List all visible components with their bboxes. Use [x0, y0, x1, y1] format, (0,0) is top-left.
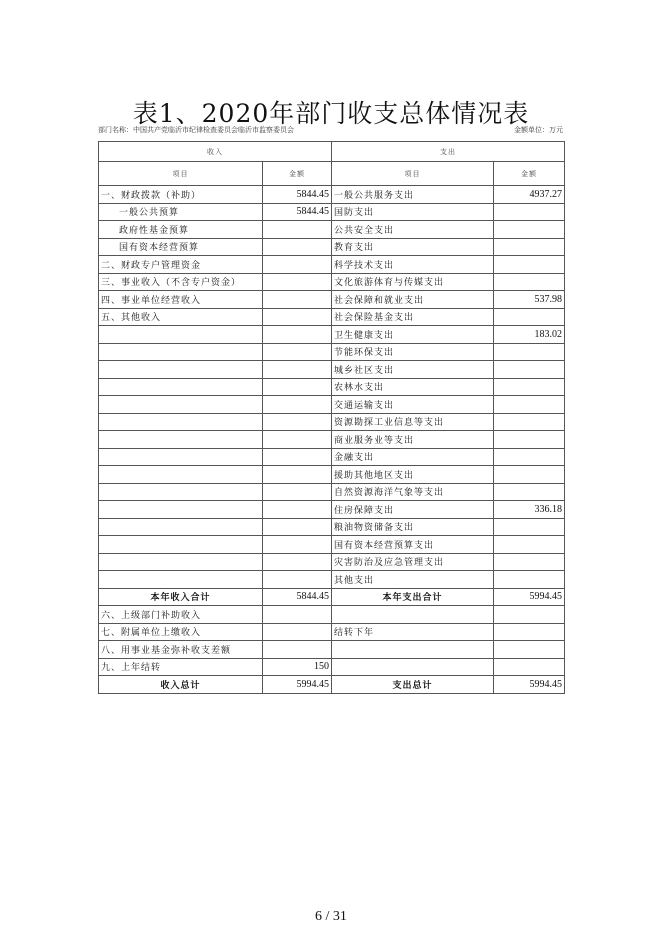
- expense-item-cell: [332, 658, 494, 676]
- income-amount-cell: [263, 536, 332, 554]
- income-amount-cell: [263, 448, 332, 466]
- income-item-cell: 一、财政拨款（补助）: [99, 186, 263, 204]
- table-row: [99, 448, 565, 466]
- income-item-cell: [99, 413, 263, 431]
- income-amount-cell: [263, 221, 332, 239]
- income-amount-cell: [263, 501, 332, 519]
- expense-amount-cell: 5994.45: [494, 676, 565, 694]
- expense-amount-cell: [494, 518, 565, 536]
- income-item-cell: 国有资本经营预算: [99, 238, 263, 256]
- income-amount-cell: [263, 361, 332, 379]
- expense-amount-cell: [494, 623, 565, 641]
- expense-amount-cell: [494, 641, 565, 659]
- income-amount-cell: [263, 378, 332, 396]
- table-row: [99, 273, 565, 291]
- table-row: [99, 606, 565, 624]
- expense-amount-cell: [494, 553, 565, 571]
- table-row: [99, 413, 565, 431]
- income-amount-cell: 5844.45: [263, 588, 332, 606]
- income-item-cell: [99, 466, 263, 484]
- expense-amount-cell: [494, 396, 565, 414]
- expense-amount-cell: [494, 238, 565, 256]
- income-amount-cell: 5844.45: [263, 186, 332, 204]
- table-row: [99, 483, 565, 501]
- expense-amount-cell: [494, 431, 565, 449]
- table-row: [99, 221, 565, 239]
- income-amount-cell: [263, 466, 332, 484]
- expense-item-cell: 支出总计: [332, 676, 494, 694]
- expense-item-cell: 粮油物资储备支出: [332, 518, 494, 536]
- income-amount-cell: 5844.45: [263, 203, 332, 221]
- expense-amount-cell: [494, 221, 565, 239]
- expense-item-header: 项目: [332, 162, 494, 186]
- income-amount-header: 金额: [263, 162, 332, 186]
- expense-item-cell: 灾害防治及应急管理支出: [332, 553, 494, 571]
- table-row: [99, 658, 565, 676]
- expense-item-cell: 住房保障支出: [332, 501, 494, 519]
- income-item-cell: 四、事业单位经营收入: [99, 291, 263, 309]
- table-row: [99, 536, 565, 554]
- income-item-cell: 一般公共预算: [99, 203, 263, 221]
- expense-amount-cell: [494, 536, 565, 554]
- expense-amount-cell: [494, 466, 565, 484]
- expense-item-cell: 商业服务业等支出: [332, 431, 494, 449]
- table-row: [99, 431, 565, 449]
- table-row: [99, 203, 565, 221]
- page-number: 6 / 31: [315, 909, 347, 924]
- table-row: [99, 256, 565, 274]
- income-amount-cell: [263, 238, 332, 256]
- income-item-cell: 九、上年结转: [99, 658, 263, 676]
- expense-item-cell: 一般公共服务支出: [332, 186, 494, 204]
- table-row: [99, 378, 565, 396]
- expense-amount-cell: [494, 378, 565, 396]
- income-amount-cell: [263, 483, 332, 501]
- income-item-cell: 八、用事业基金弥补收支差额: [99, 641, 263, 659]
- table-row: [99, 396, 565, 414]
- budget-table: [98, 141, 565, 694]
- income-item-cell: 五、其他收入: [99, 308, 263, 326]
- table-row: [99, 641, 565, 659]
- income-amount-cell: [263, 343, 332, 361]
- expense-amount-cell: [494, 571, 565, 589]
- header-row-2: [99, 162, 565, 186]
- table-row: [99, 343, 565, 361]
- table-row: [99, 326, 565, 344]
- expense-amount-cell: [494, 203, 565, 221]
- income-item-cell: [99, 448, 263, 466]
- income-item-cell: 二、财政专户管理资金: [99, 256, 263, 274]
- table-row: [99, 238, 565, 256]
- income-item-cell: [99, 343, 263, 361]
- income-item-cell: [99, 326, 263, 344]
- income-header: 收入: [99, 142, 332, 162]
- expense-amount-cell: [494, 361, 565, 379]
- expense-amount-cell: [494, 256, 565, 274]
- expense-item-cell: 社会保险基金支出: [332, 308, 494, 326]
- table-row: [99, 466, 565, 484]
- expense-amount-cell: 5994.45: [494, 588, 565, 606]
- expense-item-cell: 教育支出: [332, 238, 494, 256]
- expense-item-cell: 援助其他地区支出: [332, 466, 494, 484]
- income-amount-cell: [263, 431, 332, 449]
- table-row: [99, 291, 565, 309]
- expense-item-cell: 国有资本经营预算支出: [332, 536, 494, 554]
- expense-amount-cell: [494, 658, 565, 676]
- expense-amount-cell: [494, 448, 565, 466]
- income-item-cell: 收入总计: [99, 676, 263, 694]
- table-row: [99, 553, 565, 571]
- income-amount-cell: 150: [263, 658, 332, 676]
- table-row: [99, 676, 565, 694]
- expense-item-cell: 其他支出: [332, 571, 494, 589]
- expense-amount-cell: 183.02: [494, 326, 565, 344]
- table-row: [99, 308, 565, 326]
- amount-unit: 金额单位：万元: [514, 126, 563, 134]
- income-item-cell: 本年收入合计: [99, 588, 263, 606]
- expense-item-cell: 自然资源海洋气象等支出: [332, 483, 494, 501]
- expense-item-cell: 本年支出合计: [332, 588, 494, 606]
- income-amount-cell: [263, 308, 332, 326]
- expense-item-cell: 农林水支出: [332, 378, 494, 396]
- income-item-cell: [99, 361, 263, 379]
- expense-amount-cell: [494, 606, 565, 624]
- expense-amount-cell: 336.18: [494, 501, 565, 519]
- income-item-cell: [99, 501, 263, 519]
- expense-amount-cell: [494, 483, 565, 501]
- expense-item-cell: 结转下年: [332, 623, 494, 641]
- expense-header: 支出: [332, 142, 565, 162]
- income-item-cell: [99, 571, 263, 589]
- income-item-cell: [99, 396, 263, 414]
- expense-item-cell: 科学技术支出: [332, 256, 494, 274]
- expense-item-cell: 公共安全支出: [332, 221, 494, 239]
- expense-item-cell: 节能环保支出: [332, 343, 494, 361]
- table-row: [99, 518, 565, 536]
- income-amount-cell: [263, 553, 332, 571]
- table-row: [99, 571, 565, 589]
- income-item-cell: 政府性基金预算: [99, 221, 263, 239]
- income-item-cell: 三、事业收入（不含专户资金）: [99, 273, 263, 291]
- income-amount-cell: [263, 413, 332, 431]
- income-item-cell: [99, 518, 263, 536]
- table-row: [99, 588, 565, 606]
- income-item-cell: 六、上级部门补助收入: [99, 606, 263, 624]
- expense-amount-cell: [494, 308, 565, 326]
- expense-amount-cell: 4937.27: [494, 186, 565, 204]
- income-amount-cell: [263, 571, 332, 589]
- table-row: [99, 501, 565, 519]
- income-item-header: 项目: [99, 162, 263, 186]
- expense-item-cell: 卫生健康支出: [332, 326, 494, 344]
- income-amount-cell: 5994.45: [263, 676, 332, 694]
- expense-item-cell: 国防支出: [332, 203, 494, 221]
- page-title: 表1、2020年部门收支总体情况表: [132, 99, 530, 128]
- expense-item-cell: 交通运输支出: [332, 396, 494, 414]
- expense-amount-cell: [494, 343, 565, 361]
- income-item-cell: [99, 431, 263, 449]
- income-item-cell: 七、附属单位上缴收入: [99, 623, 263, 641]
- income-amount-cell: [263, 256, 332, 274]
- income-item-cell: [99, 553, 263, 571]
- income-amount-cell: [263, 396, 332, 414]
- income-amount-cell: [263, 326, 332, 344]
- expense-item-cell: 金融支出: [332, 448, 494, 466]
- income-amount-cell: [263, 606, 332, 624]
- expense-item-cell: 文化旅游体育与传媒支出: [332, 273, 494, 291]
- expense-amount-cell: [494, 413, 565, 431]
- table-row: [99, 361, 565, 379]
- income-amount-cell: [263, 623, 332, 641]
- income-amount-cell: [263, 273, 332, 291]
- department-name: 部门名称：中国共产党临沂市纪律检查委员会临沂市监察委员会: [98, 126, 294, 134]
- income-item-cell: [99, 378, 263, 396]
- expense-item-cell: 社会保障和就业支出: [332, 291, 494, 309]
- income-item-cell: [99, 483, 263, 501]
- table-row: [99, 186, 565, 204]
- expense-item-cell: [332, 641, 494, 659]
- income-amount-cell: [263, 641, 332, 659]
- header-row-1: [99, 142, 565, 162]
- expense-item-cell: 资源勘探工业信息等支出: [332, 413, 494, 431]
- income-amount-cell: [263, 518, 332, 536]
- income-item-cell: [99, 536, 263, 554]
- expense-item-cell: [332, 606, 494, 624]
- table-row: [99, 623, 565, 641]
- expense-item-cell: 城乡社区支出: [332, 361, 494, 379]
- expense-amount-cell: [494, 273, 565, 291]
- expense-amount-cell: 537.98: [494, 291, 565, 309]
- expense-amount-header: 金额: [494, 162, 565, 186]
- income-amount-cell: [263, 291, 332, 309]
